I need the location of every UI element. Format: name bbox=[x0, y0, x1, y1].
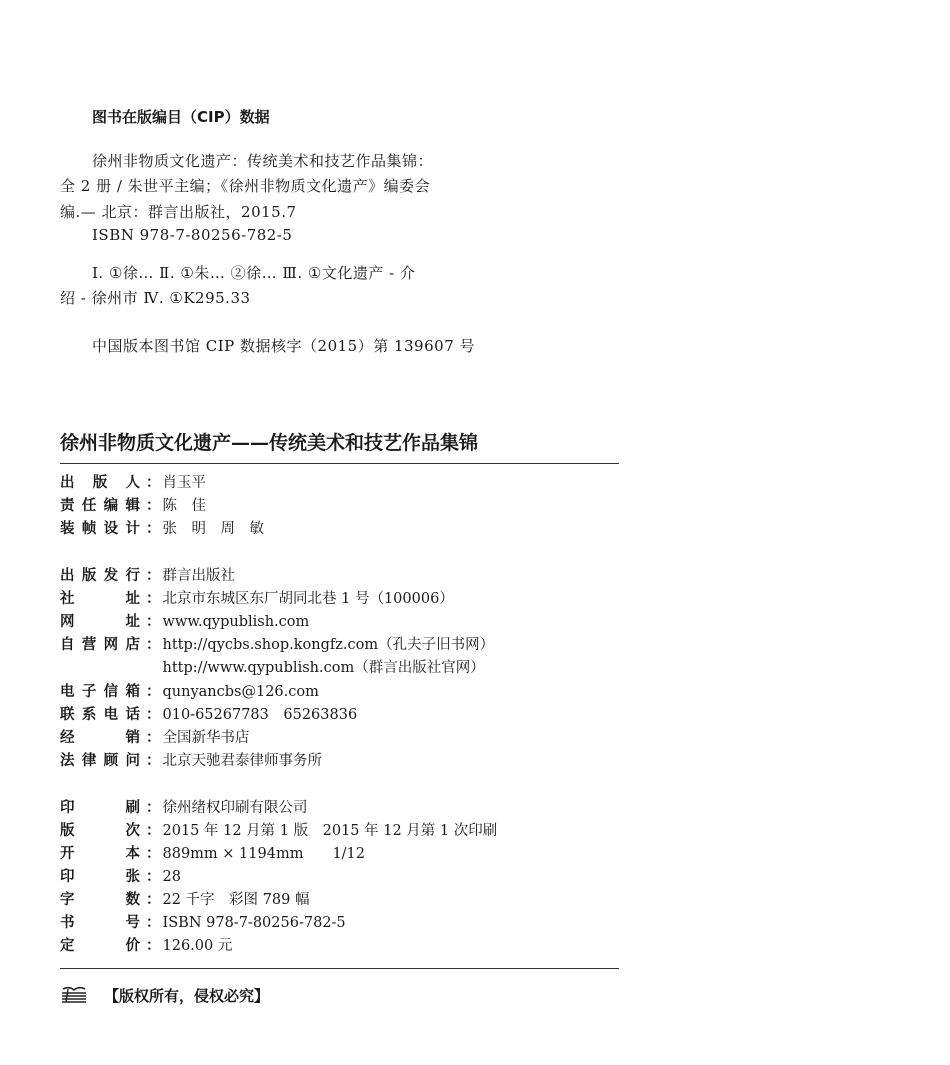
credit-row bbox=[60, 472, 206, 494]
row-colon: ： bbox=[146, 730, 161, 746]
cip-line: 全 2 册 / 朱世平主编；《徐州非物质文化遗产》编委会 bbox=[60, 177, 431, 195]
publisher-row bbox=[60, 681, 319, 703]
publisher-row bbox=[60, 727, 250, 749]
publisher-row bbox=[60, 611, 309, 633]
print-row bbox=[60, 889, 309, 911]
row-label: 出 版 人 bbox=[60, 475, 140, 491]
row-colon: ： bbox=[146, 521, 161, 537]
row-colon: ： bbox=[146, 823, 161, 839]
row-label: 社 址 bbox=[60, 591, 140, 607]
row-label: 定 价 bbox=[60, 938, 140, 954]
row-label: 书 号 bbox=[60, 915, 140, 931]
print-row bbox=[60, 820, 497, 842]
cip-line: 编.— 北京：群言出版社，2015.7 bbox=[60, 203, 297, 221]
row-value: ISBN 978-7-80256-782-5 bbox=[162, 915, 346, 931]
book-title: 徐州非物质文化遗产——传统美术和技艺作品集锦 bbox=[60, 432, 479, 454]
cip-line: ISBN 978-7-80256-782-5 bbox=[92, 226, 293, 244]
credit-row bbox=[60, 495, 206, 517]
row-label: 责任编辑 bbox=[60, 498, 140, 514]
row-label: 法律顾问 bbox=[60, 753, 140, 769]
publisher-row bbox=[60, 565, 235, 587]
row-value: 010-65267783 65263836 bbox=[162, 707, 358, 723]
row-value: 陈 佳 bbox=[162, 498, 206, 514]
row-label: 字 数 bbox=[60, 892, 140, 908]
row-colon: ： bbox=[146, 938, 161, 954]
row-colon: ： bbox=[146, 637, 161, 653]
credit-row bbox=[60, 518, 264, 540]
row-label: 印 张 bbox=[60, 869, 140, 885]
row-value: 徐州绪权印刷有限公司 bbox=[162, 800, 308, 816]
row-colon: ： bbox=[146, 800, 161, 816]
row-colon: ： bbox=[146, 475, 161, 491]
row-colon: ： bbox=[146, 892, 161, 908]
row-label: 经 销 bbox=[60, 730, 140, 746]
row-colon: ： bbox=[146, 753, 161, 769]
publisher-row bbox=[60, 634, 494, 656]
row-label: 装帧设计 bbox=[60, 521, 140, 537]
row-value: 群言出版社 bbox=[162, 568, 235, 584]
row-value: www.qypublish.com bbox=[162, 614, 310, 630]
row-colon: ： bbox=[146, 846, 161, 862]
title-rule bbox=[60, 463, 619, 464]
row-colon: ： bbox=[146, 869, 161, 885]
row-colon: ： bbox=[146, 568, 161, 584]
row-value: 全国新华书店 bbox=[162, 730, 250, 746]
row-value: 2015 年 12 月第 1 版 2015 年 12 月第 1 次印刷 bbox=[162, 823, 498, 839]
row-label: 印 刷 bbox=[60, 800, 140, 816]
cip-line: 中国版本图书馆 CIP 数据核字（2015）第 139607 号 bbox=[92, 337, 476, 355]
copyright-notice: 【版权所有，侵权必究】 bbox=[104, 987, 270, 1005]
row-label: 出版发行 bbox=[60, 568, 140, 584]
row-value: 126.00 元 bbox=[162, 938, 233, 954]
row-colon: ： bbox=[146, 498, 161, 514]
row-value: 22 千字 彩图 789 幅 bbox=[162, 892, 310, 908]
row-value: 肖玉平 bbox=[162, 475, 206, 491]
publisher-row bbox=[60, 750, 322, 772]
row-value: 889mm × 1194mm 1/12 bbox=[162, 846, 366, 862]
row-colon: ： bbox=[146, 915, 161, 931]
print-row bbox=[60, 866, 181, 888]
cip-line: Ⅰ. ①徐… Ⅱ. ①朱… ②徐… Ⅲ. ①文化遗产 - 介 bbox=[92, 264, 416, 282]
publisher-row bbox=[60, 657, 485, 679]
cip-line: 徐州非物质文化遗产：传统美术和技艺作品集锦： bbox=[92, 152, 434, 170]
row-label: 版 次 bbox=[60, 823, 140, 839]
row-label: 自营网店 bbox=[60, 637, 140, 653]
publisher-row bbox=[60, 588, 454, 610]
row-value: 北京市东城区东厂胡同北巷 1 号（100006） bbox=[162, 591, 454, 607]
print-row bbox=[60, 843, 365, 865]
row-colon: ： bbox=[146, 614, 161, 630]
row-value: http://qycbs.shop.kongfz.com（孔夫子旧书网） bbox=[162, 637, 495, 653]
row-value: 28 bbox=[162, 869, 181, 885]
row-value: qunyancbs@126.com bbox=[162, 684, 319, 700]
row-colon: ： bbox=[146, 591, 161, 607]
cip-line: 绍 - 徐州市 Ⅳ. ①K295.33 bbox=[60, 289, 251, 307]
row-value: 北京天驰君泰律师事务所 bbox=[162, 753, 322, 769]
row-label: 联系电话 bbox=[60, 707, 140, 723]
cip-title: 图书在版编目（CIP）数据 bbox=[92, 108, 270, 126]
print-row bbox=[60, 935, 232, 957]
row-label: 网 址 bbox=[60, 614, 140, 630]
publisher-logo-icon bbox=[60, 985, 88, 1005]
print-row bbox=[60, 797, 308, 819]
bottom-rule bbox=[60, 968, 619, 969]
row-colon: ： bbox=[146, 707, 161, 723]
print-row bbox=[60, 912, 346, 934]
row-label: 电子信箱 bbox=[60, 684, 140, 700]
row-value: 张 明 周 敏 bbox=[162, 521, 264, 537]
publisher-row bbox=[60, 704, 357, 726]
row-value: http://www.qypublish.com（群言出版社官网） bbox=[162, 660, 485, 676]
row-label: 开 本 bbox=[60, 846, 140, 862]
row-colon: ： bbox=[146, 684, 161, 700]
